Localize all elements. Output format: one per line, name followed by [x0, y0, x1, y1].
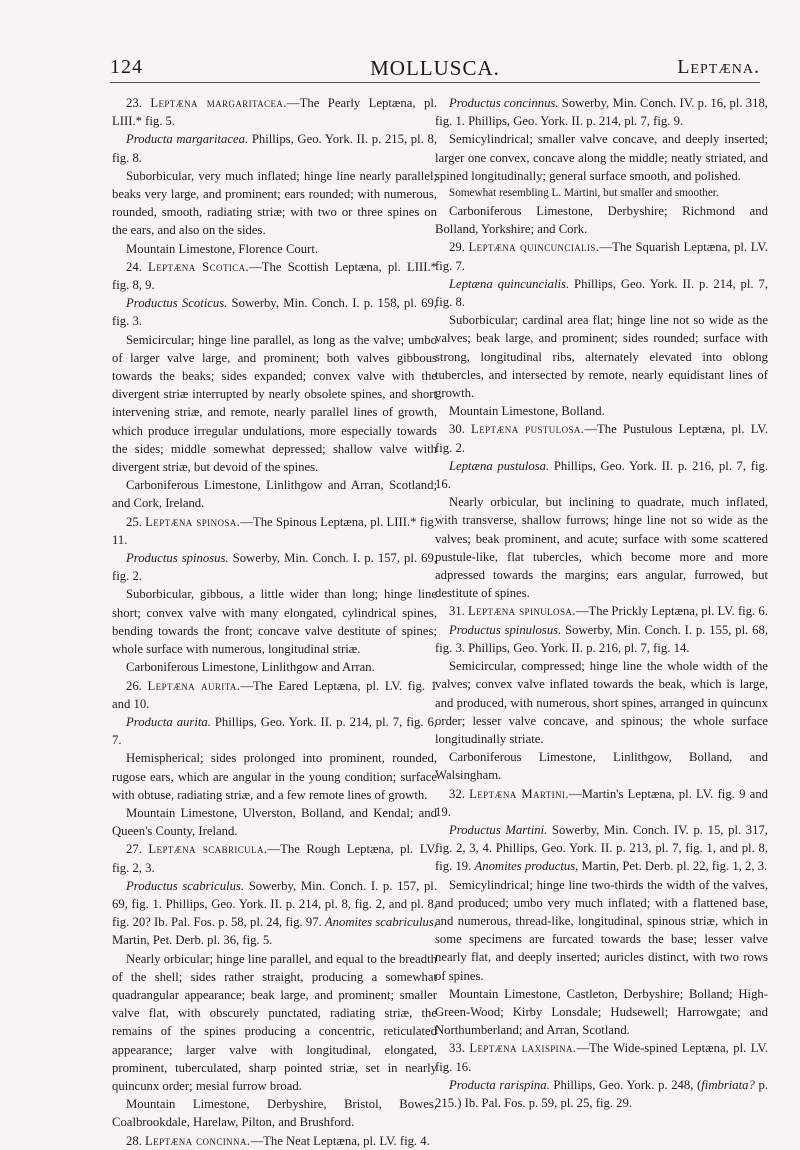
species-heading	[112, 513, 437, 549]
synonym-reference	[435, 621, 768, 657]
species-number: 27.	[126, 842, 142, 857]
species-common-name: —The Pearly Leptæna, pl. LIII.* fig. 5.	[112, 96, 438, 129]
synonym-citation: Sowerby, Min. Conch. IV. p. 15, pl. 317, fig. 2, 3, 4. Phillips, Geo. York. II. p. 213, pl. 7, fig. 1, and pl. 8, fig. 19.	[435, 822, 768, 874]
species-number: 24.	[126, 259, 142, 274]
description-paragraph: Carboniferous Limestone, Linlithgow and Arran, Scotland; and Cork, Ireland.	[112, 478, 437, 511]
synonym-reference	[435, 821, 768, 876]
synonym-citation-end: Martin, Pet. Derb. pl. 36, fig. 5.	[112, 933, 273, 948]
species-name: Leptæna Martini.	[469, 786, 569, 801]
synonym-citation: Sowerby, Min. Conch. IV. p. 16, pl. 318, fig. 1. Phillips, Geo. York. II. p. 214, pl. 7, fig. 9.	[435, 96, 768, 129]
synonym-title: Productus spinulosus.	[449, 622, 562, 637]
synonym-title: Productus spinosus.	[126, 551, 229, 566]
description-paragraph: Semicylindrical; smaller valve concave, and deeply inserted; larger one convex, concave along the middle; neatly striated, and spined longitudinally; general surface smooth, and polished.	[435, 132, 768, 183]
species-heading	[112, 840, 437, 876]
species-number: 30.	[449, 422, 465, 437]
synonym-title: Producta rarispina.	[449, 1077, 550, 1092]
species-name: Leptæna laxispina.	[469, 1041, 577, 1056]
section-title: Leptæna.	[677, 56, 760, 78]
species-common-name: —Martin's Leptæna, pl. LV. fig. 9 and 19.	[435, 786, 769, 819]
synonym-citation: Phillips, Geo. York. II. p. 214, pl. 7, fig. 8.	[435, 276, 768, 310]
description-paragraph: Semicylindrical; hinge line two-thirds the width of the valves, and produced; umbo very much inflated; with a flattened base, and numerous, thread-like, longitudinal, spinous striæ, which in some specimens are furcated towards the base; lesser valve nearly flat, and deeply inserted; auricles distinct, with two rows of spines.	[435, 877, 768, 983]
species-name: Leptæna spinulosa.	[468, 604, 576, 619]
synonym-citation: Sowerby, Min. Conch. I. p. 157, pl. 69, fig. 2.	[112, 551, 437, 584]
synonym-title: Productus concinnus.	[449, 96, 559, 110]
description-paragraph: Hemispherical; sides prolonged into prominent, rounded, rugose ears, which are angular in the young condition; surface with obtuse, radiating striæ, and a few remote lines of growth.	[112, 751, 437, 802]
synonym-title: Producta margaritacea.	[126, 132, 249, 147]
synonym-title: Productus Martini.	[449, 822, 548, 837]
left-column	[112, 94, 437, 1150]
species-heading	[435, 602, 768, 620]
description-paragraph: Carboniferous Limestone, Derbyshire; Richmond and Bolland, Yorkshire; and Cork.	[435, 204, 768, 237]
description-paragraph: Nearly orbicular; hinge line parallel, and equal to the breadth of the shell; sides rather straight, producing a somewhat quadrangular appearance; beak large, and prominent; smaller valve flat, with obscurely punctated, radiating striæ, the remains of the spines producing a concentric, reticulated appearance; larger valve with longitudinal, elongated, prominent, tuberculated, sharp pointed striæ, set in nearly quincunx order; mesial furrow broad.	[112, 951, 437, 1093]
species-number: 28.	[126, 1133, 142, 1148]
species-number: 26.	[126, 678, 142, 693]
species-name: Leptæna pustulosa.	[471, 422, 585, 437]
synonym-citation: Phillips, Geo. York. II. p. 215, pl. 8, fig. 8.	[112, 132, 437, 165]
synonym-citation: Sowerby, Min. Conch. I. p. 157, pl. 69, fig. 1. Phillips, Geo. York. II. p. 214, pl. 8, fig. 2, and pl. 8, fig. 20? Ib. Pal. Fos. p. 58, pl. 24, fig. 97.	[112, 878, 438, 930]
remark-note: Somewhat resembling L. Martini, but smaller and smoother.	[449, 187, 719, 200]
species-name: Leptæna aurita.	[147, 678, 241, 693]
species-name: Leptæna Scotica.	[148, 259, 250, 274]
right-column	[435, 94, 768, 1112]
synonym-title: Leptæna pustulosa.	[449, 458, 550, 473]
species-number: 31.	[449, 604, 465, 619]
description-paragraph: Suborbicular; cardinal area flat; hinge line not so wide as the valves; beak large, and prominent; sides rounded; surface with strong, longitudinal ribs, alternately elevated into oblong tubercles, and intersected by remote, nearly equidistant lines of growth.	[435, 313, 768, 401]
description-paragraph: Mountain Limestone, Castleton, Derbyshire; Bolland; High-Green-Wood; Kirby Lonsdale; Hudsewell; Harrowgate; and Northumberland; and Arran, Scotland.	[435, 986, 768, 1038]
synonym-reference	[435, 457, 768, 493]
synonym-citation: Phillips, Geo. York. II. p. 216, pl. 7, fig. 16.	[435, 458, 768, 492]
description-paragraph: Mountain Limestone, Florence Court.	[126, 241, 319, 256]
running-title: MOLLUSCA.	[370, 56, 500, 80]
species-heading	[112, 94, 437, 130]
description-paragraph: Carboniferous Limestone, Linlithgow and Arran.	[126, 660, 375, 675]
species-heading	[435, 785, 768, 821]
species-number: 32.	[449, 786, 465, 801]
synonym-title: Productus Scoticus.	[126, 296, 228, 311]
synonym-title: Productus scabriculus.	[126, 878, 245, 893]
synonym-reference	[112, 549, 437, 585]
species-number: 33.	[449, 1041, 465, 1056]
species-common-name: —The Wide-spined Leptæna, pl. LV. fig. 16.	[435, 1041, 769, 1074]
description-paragraph: Mountain Limestone, Derbyshire, Bristol, Bowes, Coalbrookdale, Harelaw, Pilton, and Brushford.	[112, 1097, 437, 1130]
species-heading	[112, 677, 437, 713]
species-name: Leptæna quincuncialis.	[468, 240, 600, 255]
description-paragraph: Nearly orbicular, but inclining to quadrate, much inflated, with transverse, shallow furrows; hinge line not so wide as the valves; beak prominent, and acute; surface with some scattered pustule-like, flat tubercles, which become more and more adpressed towards the margins; ears angular, furrowed, but destitute of spines.	[435, 495, 768, 601]
species-common-name: —The Scottish Leptæna, pl. LIII.* fig. 8, 9.	[112, 259, 437, 293]
species-heading	[112, 1132, 437, 1150]
species-heading	[435, 238, 768, 274]
species-name: Leptæna margaritacea.	[150, 96, 287, 110]
synonym-title: Leptæna quincuncialis.	[449, 276, 570, 291]
synonym-citation: Phillips, Geo. York. II. p. 214, pl. 7, fig. 6, 7.	[112, 714, 437, 748]
description-paragraph: Semicircular, compressed; hinge line the whole width of the valves; convex valve inflated towards the beak, which is large, and produced, with numerous, short spines, arranged in quincunx order; lesser valve concave, and spinous; the whole surface longitudinally striate.	[435, 659, 768, 746]
synonym-citation: Sowerby, Min. Conch. I. p. 155, pl. 68, fig. 3. Phillips, Geo. York. II. p. 216, pl. 7, fig. 14.	[435, 622, 768, 655]
species-number: 25.	[126, 514, 142, 529]
description-paragraph: Mountain Limestone, Ulverston, Bolland, and Kendal; and Queen's County, Ireland.	[112, 805, 437, 839]
synonym-title-alt: Anomites productus,	[474, 859, 579, 874]
synonym-citation-end: Martin, Pet. Derb. pl. 22, fig. 1, 2, 3.	[578, 859, 768, 874]
species-common-name: —The Rough Leptæna, pl. LV. fig. 2, 3.	[112, 842, 437, 875]
species-number: 29.	[449, 240, 465, 255]
synonym-reference	[112, 130, 437, 166]
species-common-name: —The Squarish Leptæna, pl. LV. fig. 7.	[435, 240, 768, 273]
synonym-citation-end: p. 215.) Ib. Pal. Fos. p. 59, pl. 25, fig. 29.	[435, 1077, 769, 1110]
species-heading	[435, 1039, 768, 1075]
synonym-title-alt: fimbriata?	[701, 1077, 755, 1092]
synonym-reference	[435, 94, 768, 130]
description-paragraph: Suborbicular, very much inflated; hinge line nearly parallel; beaks very large, and prominent; ears rounded; with numerous, rounded, smooth, radiating striæ; with two or three spines on the ears, and also on the sides.	[112, 168, 437, 238]
description-paragraph: Mountain Limestone, Bolland.	[449, 404, 605, 419]
species-name: Leptæna spinosa.	[145, 514, 241, 529]
description-paragraph: Carboniferous Limestone, Linlithgow, Bolland, and Walsingham.	[435, 750, 768, 783]
species-heading	[112, 258, 437, 294]
page-number: 124	[110, 56, 143, 78]
species-number: 23.	[126, 96, 142, 110]
synonym-reference	[112, 713, 437, 749]
species-name: Leptæna scabricula.	[148, 842, 268, 857]
synonym-title-alt: Anomites scabriculus,	[324, 915, 437, 930]
synonym-citation: Phillips, Geo. York. p. 248, (	[549, 1077, 702, 1092]
synonym-reference	[435, 275, 768, 311]
synonym-citation: Sowerby, Min. Conch. I. p. 158, pl. 69, fig. 3.	[112, 296, 438, 329]
synonym-title: Producta aurita.	[126, 714, 211, 729]
species-common-name: —The Eared Leptæna, pl. LV. fig. 1 and 10.	[112, 678, 437, 711]
description-paragraph: Suborbicular, gibbous, a little wider than long; hinge line short; convex valve with many elongated, cylindrical spines, bending towards the front; concave valve destitute of spines; whole surface with numerous, longitudinal striæ.	[112, 587, 437, 657]
species-name: Leptæna concinna.	[145, 1133, 251, 1148]
species-common-name: —The Pustulous Leptæna, pl. LV. fig. 2.	[435, 422, 769, 455]
species-common-name: —The Prickly Leptæna, pl. LV. fig. 6.	[575, 604, 768, 619]
species-heading	[435, 420, 768, 456]
description-paragraph: Semicircular; hinge line parallel, as long as the valve; umbo of larger valve large, and prominent; both valves gibbous towards the beaks; sides expanded; convex valve with the divergent striæ interrupted by nearly obsolete spines, and short intervening striæ, and remote, nearly parallel lines of growth, which produce irregular undulations, more especially towards the sides; middle somewhat depressed; shallow valve with divergent striæ, but devoid of the spines.	[112, 332, 437, 475]
synonym-reference	[112, 877, 437, 950]
species-common-name: —The Neat Leptæna, pl. LV. fig. 4.	[250, 1133, 430, 1148]
page-header	[110, 50, 760, 83]
species-common-name: —The Spinous Leptæna, pl. LIII.* fig. 11.	[112, 514, 438, 547]
synonym-reference	[435, 1076, 768, 1112]
synonym-reference	[112, 294, 437, 330]
